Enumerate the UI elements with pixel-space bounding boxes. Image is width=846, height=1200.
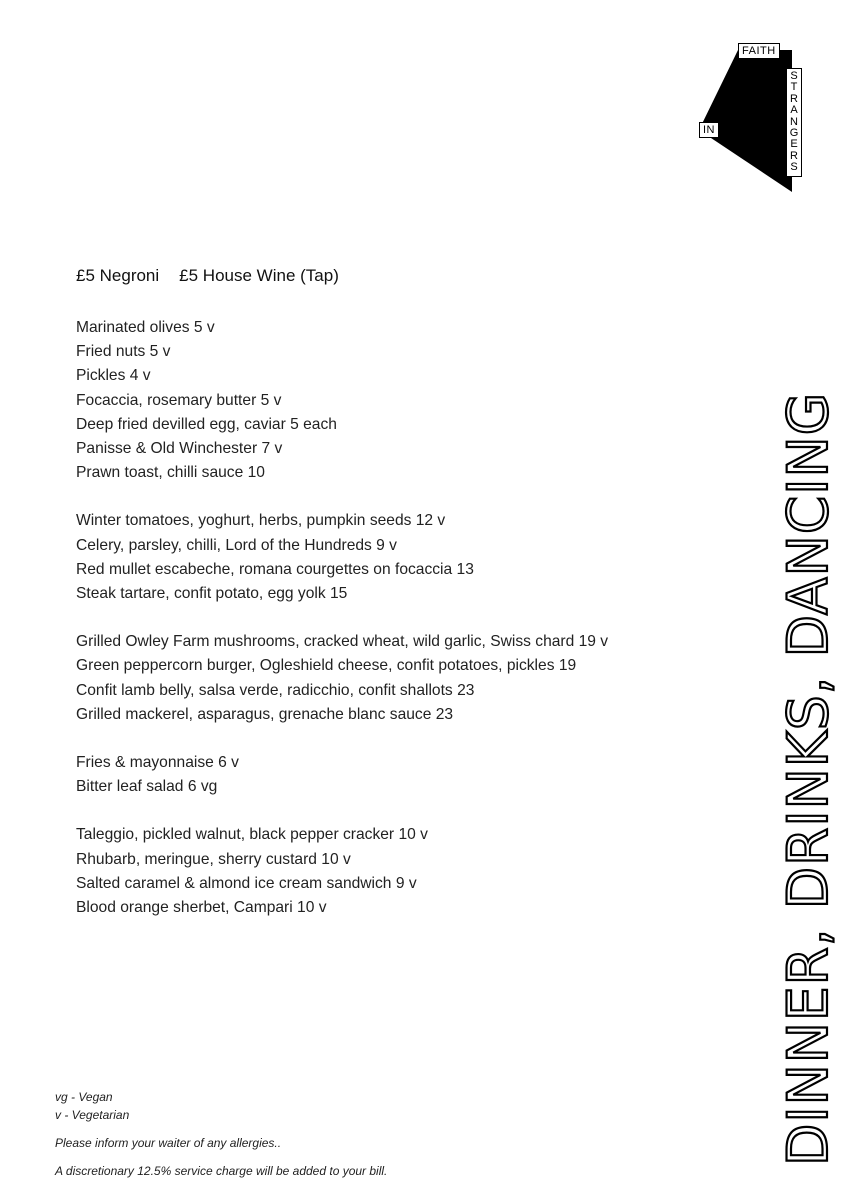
menu-item: Grilled mackerel, asparagus, grenache blanc sauce 23: [76, 705, 454, 723]
menu-item: Taleggio, pickled walnut, black pepper cracker 10 v: [76, 826, 428, 844]
menu-item: Celery, parsley, chilli, Lord of the Hundreds 9 v: [76, 536, 397, 554]
allergy-note: Please inform your waiter of any allergies..: [55, 1136, 282, 1150]
menu-section-mains: [76, 630, 736, 727]
menu-item: Deep fried devilled egg, caviar 5 each: [76, 415, 337, 433]
menu: [76, 262, 736, 944]
menu-section-starters: [76, 509, 736, 606]
house-wine-offer: £5 House Wine (Tap): [179, 266, 339, 285]
menu-section-desserts: [76, 823, 736, 920]
legend-vegan: vg - Vegan: [55, 1090, 113, 1104]
menu-item: Prawn toast, chilli sauce 10: [76, 464, 265, 482]
menu-item: Pickles 4 v: [76, 367, 151, 385]
menu-item: Marinated olives 5 v: [76, 319, 215, 336]
menu-item: Salted caramel & almond ice cream sandwich 9 v: [76, 874, 417, 892]
menu-item: Steak tartare, confit potato, egg yolk 15: [76, 585, 348, 603]
legend-vegetarian: v - Vegetarian: [55, 1108, 130, 1122]
menu-item: Green peppercorn burger, Ogleshield cheese, confit potatoes, pickles 19: [76, 657, 577, 675]
menu-item: Winter tomatoes, yoghurt, herbs, pumpkin seeds 12 v: [76, 512, 446, 530]
menu-item: Focaccia, rosemary butter 5 v: [76, 391, 282, 409]
negroni-offer: £5 Negroni: [76, 266, 160, 285]
logo-word-strangers: S T R A N G E R S: [786, 68, 802, 177]
logo-word-faith: FAITH: [738, 43, 780, 59]
menu-item: Panisse & Old Winchester 7 v: [76, 440, 283, 458]
tagline: DINNER, DRINKS, DANCING: [776, 391, 840, 1166]
logo-word-in: IN: [699, 122, 719, 138]
menu-section-snacks: [76, 316, 736, 485]
menu-item: Bitter leaf salad 6 vg: [76, 778, 218, 796]
menu-item: Fries & mayonnaise 6 v: [76, 754, 239, 772]
drinks-offer-headline: [76, 262, 736, 290]
menu-item: Blood orange sherbet, Campari 10 v: [76, 899, 327, 917]
faith-in-strangers-logo: [694, 42, 810, 194]
footer-notes: [55, 1088, 387, 1180]
menu-item: Grilled Owley Farm mushrooms, cracked wheat, wild garlic, Swiss chard 19 v: [76, 633, 609, 651]
menu-item: Red mullet escabeche, romana courgettes on focaccia 13: [76, 560, 474, 578]
menu-item: Fried nuts 5 v: [76, 343, 171, 361]
menu-section-sides: [76, 751, 736, 799]
menu-item: Confit lamb belly, salsa verde, radicchio, confit shallots 23: [76, 681, 475, 699]
menu-item: Rhubarb, meringue, sherry custard 10 v: [76, 850, 351, 868]
service-charge-note: A discretionary 12.5% service charge will be added to your bill.: [55, 1164, 388, 1178]
